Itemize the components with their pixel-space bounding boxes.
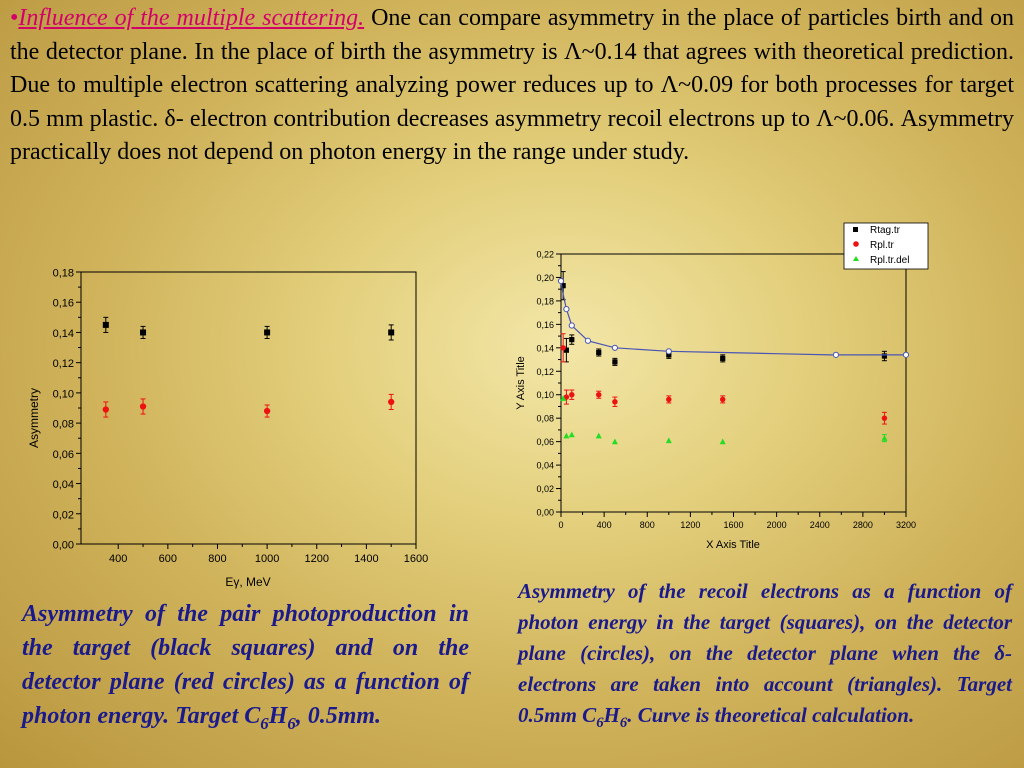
legend-label-rpl: Rpl.tr <box>870 240 894 251</box>
circle-point <box>596 392 601 397</box>
x-tick-label: 1600 <box>723 520 744 530</box>
circle-point <box>666 397 671 402</box>
right-ylabel: Y Axis Title <box>515 356 527 410</box>
square-point <box>140 329 146 335</box>
circle-point <box>560 345 565 350</box>
left-axis-ticks <box>53 268 429 566</box>
intro-lead: Influence of the multiple scattering. <box>18 5 365 31</box>
circle-point <box>882 415 887 420</box>
circle-point <box>388 399 394 405</box>
x-tick-label: 800 <box>639 520 655 530</box>
y-tick-label: 0,16 <box>52 297 74 310</box>
x-tick-label: 2800 <box>852 520 873 530</box>
y-tick-label: 0,18 <box>52 267 74 280</box>
left-xlabel: Eγ, MeV <box>225 575 271 589</box>
curve-point <box>612 345 617 350</box>
y-tick-label: 0,20 <box>536 272 554 283</box>
circle-point <box>569 392 574 397</box>
y-tick-label: 0,08 <box>52 418 74 431</box>
curve-point <box>564 307 569 312</box>
right-xlabel: X Axis Title <box>706 539 760 551</box>
x-tick-label: 400 <box>596 520 612 530</box>
left-plot-frame <box>81 272 416 544</box>
square-point <box>103 322 109 328</box>
y-tick-label: 0,00 <box>536 507 554 518</box>
triangle-point <box>596 433 602 439</box>
circle-point <box>720 397 725 402</box>
x-tick-label: 400 <box>109 553 128 565</box>
y-tick-label: 0,02 <box>52 509 74 522</box>
y-tick-label: 0,16 <box>536 319 554 330</box>
triangle-point <box>720 439 726 445</box>
triangle-point <box>612 439 618 445</box>
x-tick-label: 800 <box>208 553 227 565</box>
y-tick-label: 0,18 <box>536 296 554 307</box>
y-tick-label: 0,04 <box>536 460 554 471</box>
x-tick-label: 3200 <box>895 520 917 530</box>
x-tick-label: 1200 <box>304 553 329 565</box>
left-data-marks <box>103 317 395 417</box>
curve-point <box>666 349 671 354</box>
x-tick-label: 0 <box>558 520 564 530</box>
y-tick-label: 0,14 <box>52 327 74 340</box>
curve-point <box>558 278 563 283</box>
y-tick-label: 0,14 <box>536 343 554 354</box>
theory-curve <box>561 281 906 355</box>
circle-point <box>103 406 109 412</box>
square-point <box>720 356 725 361</box>
x-tick-label: 2000 <box>766 520 787 530</box>
y-tick-label: 0,02 <box>536 484 554 495</box>
intro-text: One can compare asymmetry in the place of particles birth and on the detector plane. In the place of birth the asymmetry is Λ~0.14 that agrees with theoretical prediction. Due to multiple electron scattering analyzing power reduces up to Λ~0.09 for both processes for target 0.5 mm plastic. δ- electron contribution decreases asymmetry recoil electrons up to Λ~0.06. Asymmetry practically does not depend on photon energy in the range under study. <box>10 5 1014 165</box>
square-point <box>882 353 887 358</box>
triangle-point <box>563 433 569 439</box>
circle-marker-icon <box>853 241 859 247</box>
bullet: • <box>10 5 19 31</box>
triangle-point <box>666 437 672 443</box>
right-plot-frame <box>561 254 906 512</box>
y-tick-label: 0,04 <box>52 479 74 492</box>
y-tick-label: 0,10 <box>52 388 74 401</box>
y-tick-label: 0,22 <box>536 249 554 260</box>
y-tick-label: 0,00 <box>52 539 74 552</box>
right-legend <box>844 223 928 269</box>
square-point <box>596 350 601 355</box>
square-point <box>569 337 574 342</box>
y-tick-label: 0,06 <box>536 437 554 448</box>
legend-label-rpldel: Rpl.tr.del <box>870 255 910 266</box>
y-tick-label: 0,06 <box>52 448 74 461</box>
square-point <box>612 359 617 364</box>
x-tick-label: 1000 <box>254 553 280 565</box>
y-tick-label: 0,08 <box>536 413 554 424</box>
curve-point <box>569 323 574 328</box>
right-axis-ticks <box>536 250 916 531</box>
x-tick-label: 1600 <box>403 553 429 565</box>
circle-point <box>264 408 270 414</box>
right-data-marks <box>558 272 908 445</box>
left-ylabel: Asymmetry <box>27 388 41 448</box>
right-caption: Asymmetry of the recoil electrons as a function of photon energy in the target (squares), on the detector plane (circles), on the detector plane when the δ- electrons are taken into account (triangles). Target 0.5mm $C_6H_6$. Curve is theoretical calculation. <box>518 579 1012 732</box>
triangle-point <box>569 431 575 437</box>
y-tick-label: 0,12 <box>536 366 554 377</box>
curve-point <box>903 352 908 357</box>
circle-point <box>140 403 146 409</box>
triangle-point <box>881 435 887 441</box>
x-tick-label: 600 <box>158 553 178 565</box>
square-point <box>388 329 394 335</box>
x-tick-label: 2400 <box>809 520 830 530</box>
left-caption: Asymmetry of the pair photoproduction in the target (black squares) and on the detector plane (red circles) as a function of photon energy. Target $C_6H_6$, 0.5mm. <box>22 601 469 733</box>
square-point <box>264 329 270 335</box>
x-tick-label: 1200 <box>680 520 701 530</box>
square-marker-icon <box>853 227 858 232</box>
x-tick-label: 1400 <box>354 553 379 565</box>
curve-point <box>833 352 838 357</box>
y-tick-label: 0,12 <box>52 358 74 371</box>
circle-point <box>612 399 617 404</box>
curve-point <box>585 338 590 343</box>
y-tick-label: 0,10 <box>536 390 554 401</box>
legend-label-rtag: Rtag.tr <box>870 225 901 236</box>
